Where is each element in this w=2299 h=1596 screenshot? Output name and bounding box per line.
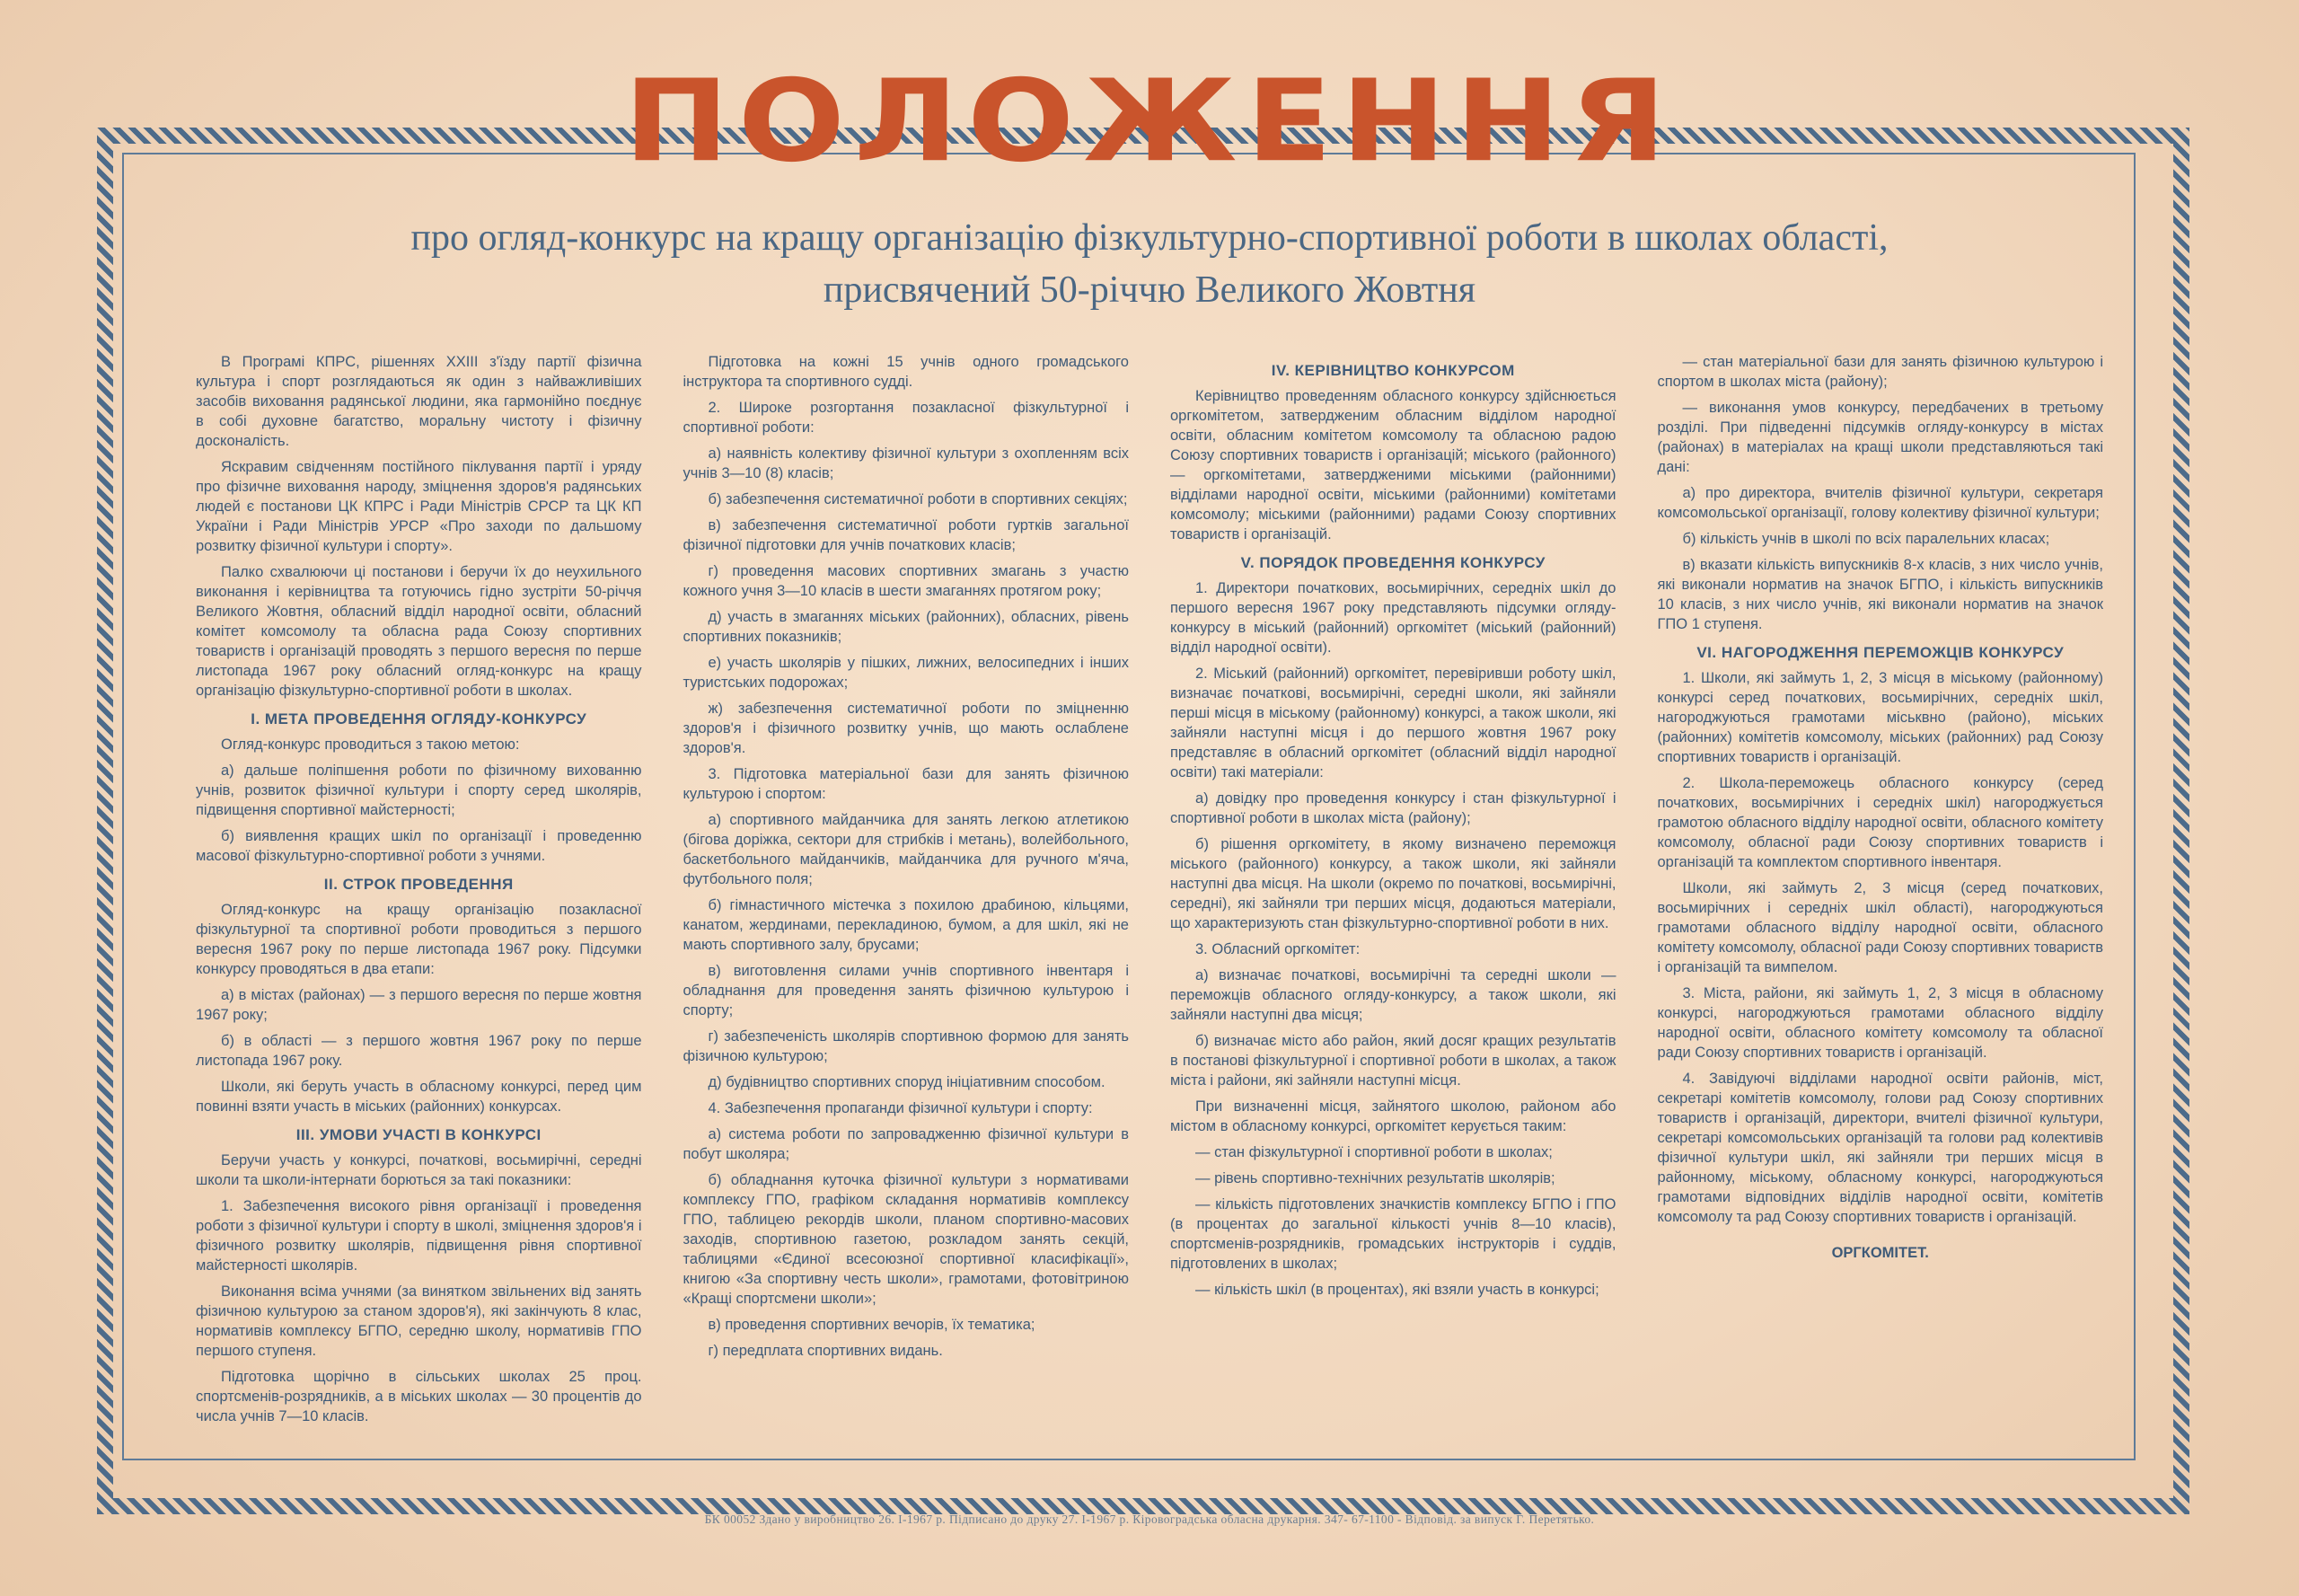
- paragraph: в) вказати кількість випускників 8-х класів, з них число учнів, які виконали норматив на значок БГПО, і кількість випускників 10 класів, з них число учнів, які виконали норматив на значок ГПО 1 ступеня.: [1657, 557, 2103, 632]
- paragraph: а) система роботи по запровадженню фізичної культури в побут школяра;: [683, 1126, 1129, 1162]
- section-heading: І. МЕТА ПРОВЕДЕННЯ ОГЛЯДУ-КОНКУРСУ: [251, 710, 587, 727]
- paragraph: г) забезпеченість школярів спортивною формою для занять фізичною культурою;: [683, 1028, 1129, 1064]
- paragraph: 1. Школи, які займуть 1, 2, 3 місця в міському (районному) конкурсі серед початкових, восьмирічних, середніх шкіл, нагороджуються грамотами міськвно (районо), міських (районних) комітетів комсомолу, міських (районних) рад Союзу спортивних товариств і організацій.: [1657, 670, 2103, 765]
- column-2: [683, 352, 1130, 1439]
- paragraph: — стан матеріальної бази для занять фізичною культурою і спортом в школах міста (району);: [1657, 354, 2103, 390]
- paragraph: б) в області — з першого жовтня 1967 року по перше листопада 1967 року.: [196, 1033, 642, 1069]
- paragraph: а) довідку про проведення конкурсу і стан фізкультурної і спортивної роботи в школах міста (району);: [1170, 790, 1616, 826]
- text-columns: [196, 352, 2103, 1439]
- paragraph: — виконання умов конкурсу, передбачених в третьому розділі. При підведенні підсумків огляду-конкурсу в містах (районах) в матеріалах на кращі школи представляються такі дані:: [1657, 400, 2103, 475]
- paragraph: г) передплата спортивних видань.: [708, 1343, 943, 1359]
- poster-subtitle: [0, 212, 2299, 316]
- paragraph: б) кількість учнів в школі по всіх паралельних класах;: [1682, 531, 2050, 547]
- paragraph: 3. Міста, райони, які займуть 1, 2, 3 місця в обласному конкурсі, нагороджуються грамотами обласного відділу народної освіти, обласного комітету комсомолу та обласної ради Союзу спортивних товариств і організацій.: [1657, 985, 2103, 1061]
- column-1: [196, 352, 642, 1439]
- paragraph: д) участь в змаганнях міських (районних), обласних, рівень спортивних показників;: [683, 609, 1129, 645]
- paragraph: 2. Школа-переможець обласного конкурсу (серед початкових, восьмирічних і середніх шкіл) нагороджується грамотою обласного відділу народної освіти, обласного комітету комсомолу, обласної ради Союзу спортивних товариств і організацій та комплектом спортивного інвентаря.: [1657, 775, 2103, 870]
- paragraph: 4. Завідуючі відділами народної освіти районів, міст, секретарі комітетів комсомолу, голови рад Союзу спортивних товариств і організацій, директори, вчителі фізичної культури, секретарі комсомольських організацій та голови рад колективів фізичної культури шкіл, які зайняли три перших місця в районному, міському, обласному конкурсі, нагороджуються грамотами відповідних відділів народної освіти, комітетів комсомолу та рад Союзу спортивних товариств і організацій.: [1657, 1071, 2103, 1225]
- signature-orgcommittee: ОРГКОМІТЕТ.: [1831, 1245, 1929, 1261]
- subtitle-line-1: про огляд-конкурс на кращу організацію фізкультурно-спортивної роботи в школах області,: [410, 217, 1889, 259]
- paragraph: Керівництво проведенням обласного конкурсу здійснюється оргкомітетом, затвердженим обласним відділом народної освіти, обласним комітетом комсомолу та обласною радою Союзу спортивних товариств і організацій; міського (районного) — оргкомітетами, затвердженими міськими (районними) відділами народної освіти, міськими (районними) комітетами комсомолу; міськими (районними) радами Союзу спортивних товариств і організацій.: [1170, 388, 1616, 542]
- paragraph: Підготовка щорічно в сільських школах 25 проц. спортсменів-розрядників, а в міських школах — 30 процентів до числа учнів 7—10 класів.: [196, 1369, 642, 1424]
- paragraph: д) будівництво спортивних споруд ініціативним способом.: [708, 1074, 1105, 1090]
- paragraph: е) участь школярів у пішких, лижних, велосипедних і інших туристських подорожах;: [683, 655, 1129, 691]
- section-heading: ІІ. СТРОК ПРОВЕДЕННЯ: [323, 876, 514, 893]
- paragraph: б) забезпечення систематичної роботи в спортивних секціях;: [708, 491, 1128, 507]
- paragraph: в) виготовлення силами учнів спортивного інвентаря і обладнання для проведення занять фізичною культурою і спорту;: [683, 963, 1129, 1018]
- paragraph: б) рішення оргкомітету, в якому визначено переможця міського (районного) конкурсу, а також школи, які зайняли наступні два місця. На школи (окремо по початкові, восьмирічні, середні), які зайняли три перших місця, додаються матеріали, що характеризують стан фізкультурно-спортивної роботи в них.: [1170, 836, 1616, 931]
- paragraph: а) про директора, вчителів фізичної культури, секретаря комсомольської організації, голову колективу фізичної культури;: [1657, 485, 2103, 521]
- paragraph: а) наявність колективу фізичної культури з охопленням всіх учнів 3—10 (8) класів;: [683, 445, 1129, 481]
- paragraph: Огляд-конкурс проводиться з такою метою:: [221, 736, 520, 753]
- paragraph: б) виявлення кращих шкіл по організації і проведенню масової фізкультурно-спортивної роботи з учнями.: [196, 828, 642, 864]
- paragraph: — кількість підготовлених значкистів комплексу БГПО і ГПО (в процентах до загальної кількості учнів 8—10 класів), спортсменів-розрядників, громадських інструкторів і суддів, підготовлених в школах;: [1170, 1196, 1616, 1272]
- poster-title: ПОЛОЖЕННЯ: [623, 56, 1676, 188]
- paragraph: Беручи участь у конкурсі, початкові, восьмирічні, середні школи та школи-інтернати борються за такі показники:: [196, 1152, 642, 1188]
- paragraph: 2. Міський (районний) оргкомітет, перевіривши роботу шкіл, визначає початкові, восьмирічні, середні школи, які зайняли перші місця в міському (районному) конкурсі, а також школи, які зайняли наступні місця і до першого жовтня 1967 року представляє в обласний оргкомітет (обласний відділ народної освіти) такі матеріали:: [1170, 666, 1616, 780]
- column-3: [1170, 352, 1616, 1439]
- paragraph: 2. Широке розгортання позакласної фізкультурної і спортивної роботи:: [683, 400, 1129, 436]
- subtitle-line-2: присвячений 50-річчю Великого Жовтня: [823, 269, 1476, 311]
- printing-imprint: БК 00052 Здано у виробництво 26. І-1967 р. Підписано до друку 27. І-1967 р. Кіровоградська обласна друкарня. 347- 67-1100 - Відповід. за випуск Г. Перетятько.: [704, 1512, 1595, 1526]
- paragraph: — стан фізкультурної і спортивної роботи в школах;: [1195, 1144, 1553, 1160]
- paragraph: Огляд-конкурс на кращу організацію позакласної фізкультурної та спортивної роботи проводиться з першого вересня 1967 року по перше листопада 1967 року. Підсумки конкурсу проводяться в два етапи:: [196, 902, 642, 977]
- paragraph: в) забезпечення систематичної роботи гуртків загальної фізичної підготовки для учнів початкових класів;: [683, 517, 1129, 553]
- paragraph: 4. Забезпечення пропаганди фізичної культури і спорту:: [708, 1100, 1093, 1116]
- paragraph: б) обладнання куточка фізичної культури з нормативами комплексу ГПО, графіком складання нормативів комплексу ГПО, таблицею рекордів школи, планом спортивно-масових заходів, спортивною газетою, розкладом занять секцій, таблицями «Єдиної всесоюзної спортивної класифікації», книгою «За спортивну честь школи», грамотами, фотовітриною «Кращі спортсмени школи»;: [683, 1172, 1129, 1307]
- paragraph: ж) забезпечення систематичної роботи по зміцненню здоров'я і фізичного розвитку учнів, що мають ослаблене здоров'я.: [683, 701, 1129, 756]
- paragraph: б) гімнастичного містечка з похилою драбиною, кільцями, канатом, жердинами, перекладиною, бумом, а для шкіл, які не мають спортивного залу, брусами;: [683, 897, 1129, 953]
- paragraph: — кількість шкіл (в процентах), які взяли участь в конкурсі;: [1195, 1282, 1599, 1298]
- paragraph: В Програмі КПРС, рішеннях XXIII з'їзду партії фізична культура і спорт розглядаються як один з найважливіших засобів виховання радянської людини, яка гармонійно поєднує в собі духовне багатство, моральну чистоту і фізичну досконалість.: [196, 354, 642, 449]
- paragraph: б) визначає місто або район, який досяг кращих результатів в постанові фізкультурної і спортивної роботи в школах, а також міста і райони, які зайняли наступні місця.: [1170, 1033, 1616, 1089]
- paragraph: Школи, які займуть 2, 3 місця (серед початкових, восьмирічних і середніх шкіл області), нагороджуються грамотами обласного відділу народної освіти, обласного комітету комсомолу, обласної ради Союзу спортивних товариств і організацій та вимпелом.: [1657, 880, 2103, 975]
- paragraph: Школи, які беруть участь в обласному конкурсі, перед цим повинні взяти участь в міських (районних) конкурсах.: [196, 1079, 642, 1115]
- paragraph: а) визначає початкові, восьмирічні та середні школи — переможців обласного огляду-конкурсу, а також школи, які зайняли наступні два місця;: [1170, 967, 1616, 1023]
- paragraph: 3. Підготовка матеріальної бази для занять фізичною культурою і спортом:: [683, 766, 1129, 802]
- paragraph: При визначенні місця, зайнятого школою, районом або містом в обласному конкурсі, оргкомітет керується таким:: [1170, 1098, 1616, 1134]
- paragraph: а) дальше поліпшення роботи по фізичному вихованню учнів, розвиток фізичної культури і спорту серед школярів, підвищення спортивної майстерності;: [196, 763, 642, 818]
- column-4: [1658, 352, 2104, 1439]
- paragraph: а) спортивного майданчика для занять легкою атлетикою (бігова доріжка, сектори для стрибків і метань), волейбольного, баскетбольного майданчиків, майданчика для ручного м'яча, футбольного поля;: [683, 812, 1129, 887]
- paragraph: 3. Обласний оргкомітет:: [1195, 941, 1361, 957]
- paragraph: Палко схвалюючи ці постанови і беручи їх до неухильного виконання і керівництва та готуючись гідно зустріти 50-річчя Великого Жовтня, обласний відділ народної освіти, обласний комітет комсомолу та обласна рада Союзу спортивних товариств і організацій проводять з першого вересня по перше листопада 1967 року обласний огляд-конкурс на кращу організацію фізкультурно-спортивної роботи в школах.: [196, 564, 642, 699]
- paragraph: 1. Забезпечення високого рівня організації і проведення роботи з фізичної культури і спорту в школі, зміцнення здоров'я і фізичного розвитку школярів, підвищення рівня спортивної майстерності школярів.: [196, 1198, 642, 1274]
- paragraph: Підготовка на кожні 15 учнів одного громадського інструктора та спортивного судді.: [683, 354, 1129, 390]
- section-heading: ІІІ. УМОВИ УЧАСТІ В КОНКУРСІ: [295, 1126, 542, 1143]
- section-heading: V. ПОРЯДОК ПРОВЕДЕННЯ КОНКУРСУ: [1240, 554, 1546, 571]
- paragraph: 1. Директори початкових, восьмирічних, середніх шкіл до першого вересня 1967 року представляють підсумки огляду-конкурсу в міський (районний) оргкомітет (міський (районний) відділ народної освіти).: [1170, 580, 1616, 656]
- paragraph: Виконання всіма учнями (за винятком звільнених від занять фізичною культурою за станом здоров'я), які закінчують 8 клас, нормативів комплексу БГПО, середню школу, нормативів ГПО першого ступеня.: [196, 1283, 642, 1359]
- paragraph: Яскравим свідченням постійного піклування партії і уряду про фізичне виховання народу, зміцнення здоров'я радянських людей є постанови ЦК КПРС і Ради Міністрів СРСР та ЦК КП України і Ради Міністрів УРСР «Про заходи по дальшому розвитку фізичної культури і спорту».: [196, 459, 642, 554]
- paragraph: г) проведення масових спортивних змагань з участю кожного учня 3—10 класів в шести змаганнях протягом року;: [683, 563, 1129, 599]
- paragraph: а) в містах (районах) — з першого вересня по перше жовтня 1967 року;: [196, 987, 642, 1023]
- section-heading: VI. НАГОРОДЖЕННЯ ПЕРЕМОЖЦІВ КОНКУРСУ: [1696, 644, 2065, 661]
- paragraph: — рівень спортивно-технічних результатів школярів;: [1195, 1170, 1555, 1186]
- section-heading: IV. КЕРІВНИЦТВО КОНКУРСОМ: [1271, 362, 1515, 379]
- paragraph: в) проведення спортивних вечорів, їх тематика;: [708, 1317, 1035, 1333]
